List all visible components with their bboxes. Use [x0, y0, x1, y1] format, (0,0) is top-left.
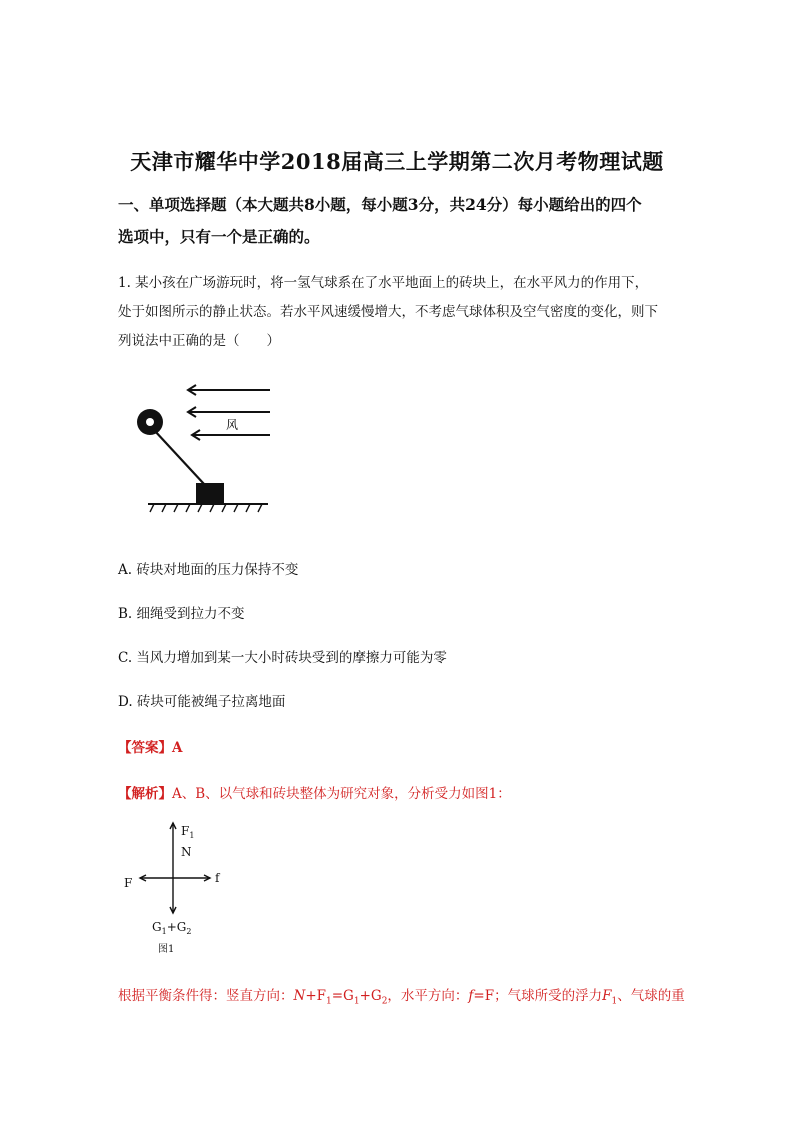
figure-caption: 图1: [158, 944, 175, 955]
option-a: A. 砖块对地面的压力保持不变: [118, 562, 299, 578]
conclusion-line: 根据平衡条件得：竖直方向：$N+F_1=G_1+G_2$，水平方向：f=F；气球所受的浮力$F_1$、气球的重: [118, 988, 685, 1007]
question-text-line3: 列说法中正确的是（ ）: [118, 333, 280, 349]
section-heading-line1: 一、单项选择题（本大题共8小题，每小题3分，共24分）每小题给出的四个: [118, 195, 642, 214]
page-title: 天津市耀华中学2018届高三上学期第二次月考物理试题: [130, 149, 664, 174]
analysis-line: [118, 782, 511, 802]
balloon-wind-figure: [130, 380, 280, 525]
force-label-gravity: $G_1+G_2$: [152, 920, 192, 936]
analysis-tag: 【解析】: [118, 786, 172, 802]
option-d: D. 砖块可能被绳子拉离地面: [118, 694, 286, 710]
answer-value: A: [172, 740, 183, 756]
force-label-n: N: [181, 845, 192, 859]
option-c: C. 当风力增加到某一大小时砖块受到的摩擦力可能为零: [118, 650, 447, 666]
section-heading-line2: 选项中，只有一个是正确的。: [118, 227, 320, 246]
option-b: B. 细绳受到拉力不变: [118, 606, 245, 622]
svg-text:F1: $F_1$: [181, 824, 195, 840]
question-text-line1: 1. 某小孩在广场游玩时，将一氢气球系在了水平地面上的砖块上，在水平风力的作用下，: [118, 275, 649, 291]
force-label-f1: F: [181, 824, 190, 838]
analysis-text: A、B、以气球和砖块整体为研究对象，分析受力如图1：: [172, 786, 511, 802]
force-label-friction: f: [215, 871, 220, 885]
answer-line: [118, 736, 182, 756]
force-label-wind: F: [124, 876, 133, 890]
wind-label: 风: [226, 418, 239, 432]
question-text-line2: 处于如图所示的静止状态。若水平风速缓慢增大，不考虑气球体积及空气密度的变化，则下: [118, 304, 658, 320]
brick: [196, 483, 224, 503]
force-diagram: [118, 815, 238, 960]
answer-tag: 【答案】: [118, 740, 172, 756]
